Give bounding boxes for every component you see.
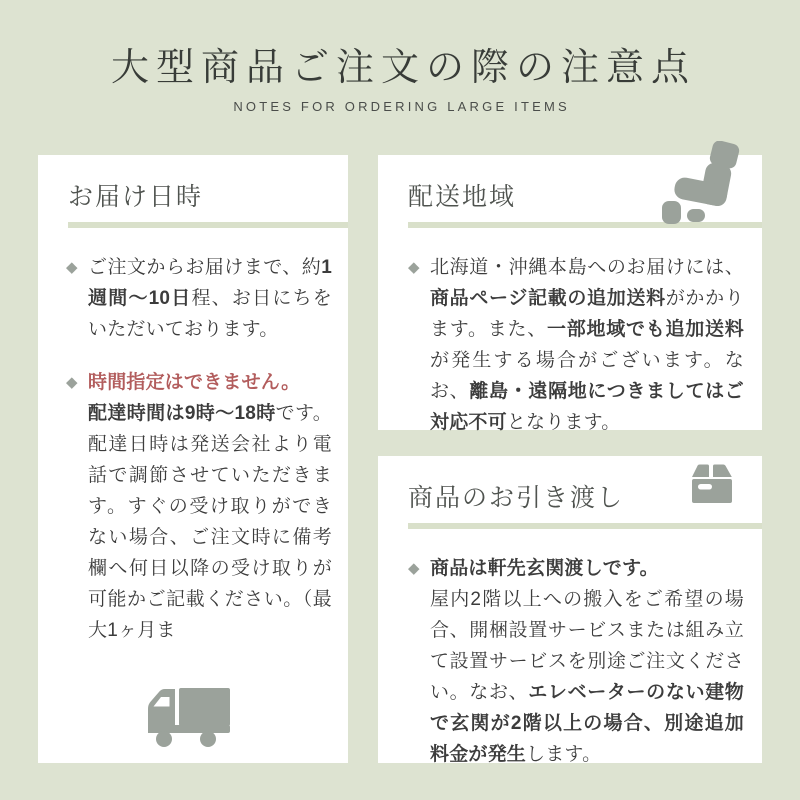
card-shipping-area [378,155,762,433]
diamond-bullet-icon: ◆ [408,259,420,276]
diamond-bullet-icon: ◆ [66,259,78,276]
armchair-icon [659,141,741,225]
divider [408,523,762,529]
bullet-text: ご注文からお届けまで、約1週間〜10日程、お日にちをいただいております。 [88,257,332,340]
card-delivery-schedule [38,155,348,763]
bullet-text: 時間指定はできません。 配達時間は9時〜18時です。配達日時は発送会社より電話で調節させていただきます。すぐの受け取りができない場合、ご注文時に備考欄へ何日以降の受け取りが可能かご記載ください。（最大1ヶ月ま [88,372,332,641]
bullet-text: 北海道・沖縄本島へのお届けには、商品ページ記載の追加送料がかかります。また、一部地域でも追加送料が発生する場合がございます。なお、離島・遠隔地につきましてはご対応不可となります。 [430,257,744,433]
diamond-bullet-icon: ◆ [408,560,420,577]
truck-icon [146,688,230,748]
bullet-item [408,252,744,438]
bullet-list [408,252,744,438]
bullet-item [66,252,332,345]
bullet-item [66,367,332,646]
page-title: 大型商品ご注文の際の注意点 [110,47,696,89]
divider [68,222,348,228]
bullet-list [66,252,332,646]
card-handover-title: 商品のお引き渡し [408,484,625,512]
bullet-list [408,553,744,770]
diamond-bullet-icon: ◆ [66,374,78,391]
box-icon [690,463,734,503]
bullet-text: 商品は軒先玄関渡しです。 屋内2階以上への搬入をご希望の場合、開梱設置サービスまたは組み立て設置サービスを別途ご注文ください。なお、エレベーターのない建物で玄関が2階以上の場合、別途追加料金が発生します。 [430,558,744,765]
bullet-item [408,553,744,770]
card-handover [378,456,762,763]
page-subtitle: NOTES FOR ORDERING LARGE ITEMS [233,99,570,114]
card-delivery-schedule-title: お届け日時 [68,183,204,211]
card-shipping-area-title: 配送地域 [408,183,517,211]
